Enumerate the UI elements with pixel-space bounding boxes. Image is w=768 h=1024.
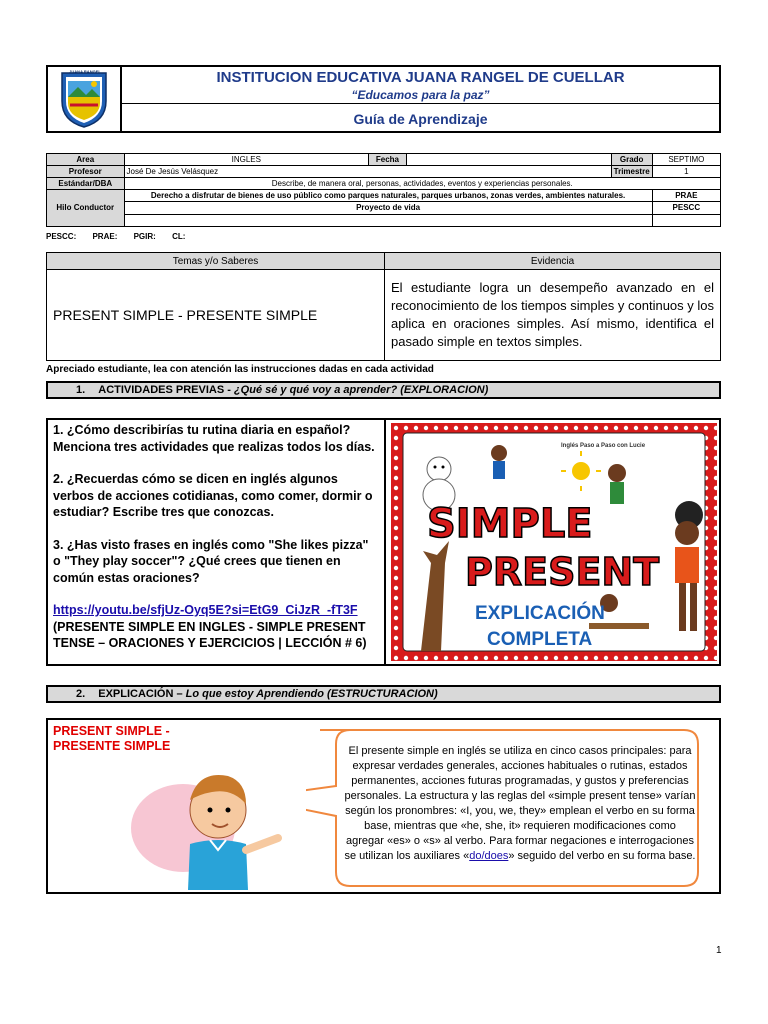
topic-value: PRESENT SIMPLE - PRESENTE SIMPLE	[47, 270, 385, 361]
hilo-row3	[124, 214, 652, 226]
kid-illustration	[608, 464, 626, 504]
explanation-text-before: El presente simple en inglés se utiliza en cinco casos principales: para expresar verdades generales, acciones habituales o rutinas, estados permanentes, acciones futuras programadas, y gustos y preferencias personales. La estructura y las reglas del «simple present tense» varían según los pronombres: «I, you, we, they» emplean el verbo en su forma base, mientras que «he, she, it» requieren modificaciones como agregar «es» o «s» al verbo. Para formar negaciones e interrogaciones se utilizan los auxiliares «	[344, 745, 696, 862]
hilo-row1-tag: PRAE	[652, 190, 720, 202]
page-number: 1	[716, 945, 722, 956]
table-row	[47, 202, 721, 214]
hilo-row3-tag	[652, 214, 720, 226]
explanation-title-line2: PRESENTE SIMPLE	[53, 739, 171, 753]
fecha-label: Fecha	[369, 154, 407, 166]
section-1-number: 1.	[76, 384, 86, 396]
trimestre-value: 1	[652, 166, 720, 178]
hilo-row2-tag: PESCC	[652, 202, 720, 214]
poster-brand: Inglés Paso a Paso con Lucie	[561, 443, 646, 449]
table-row	[47, 154, 721, 166]
estandar-value: Describe, de manera oral, personas, actividades, eventos y experiencias personales.	[124, 178, 720, 190]
code-prae: PRAE:	[92, 232, 118, 241]
school-header	[46, 65, 721, 133]
code-pescc: PESCC:	[46, 232, 77, 241]
section-1-bar	[46, 381, 721, 399]
trimestre-label: Trimestre	[611, 166, 652, 178]
question-3: 3. ¿Has visto frases en inglés como "She likes pizza" o "They play soccer"? ¿Qué crees que tienen en común estas oraciones?	[53, 537, 369, 585]
profesor-label: Profesor	[47, 166, 125, 178]
profesor-value: José De Jesús Velásquez	[124, 166, 611, 178]
table-row	[47, 178, 721, 190]
simple-present-poster	[391, 423, 717, 661]
header-divider	[120, 103, 719, 104]
video-caption: (PRESENTE SIMPLE EN INGLES - SIMPLE PRESENT TENSE – ORACIONES Y EJERCICIOS | LECCIÓN # 6)	[53, 619, 367, 650]
table-row	[47, 166, 721, 178]
table-row	[47, 214, 721, 226]
explanation-box	[46, 718, 721, 894]
poster-title-line2: PRESENT	[465, 550, 660, 594]
code-cl: CL:	[172, 232, 186, 241]
table-row	[47, 270, 721, 361]
explanation-text-after: » seguido del verbo en su forma base.	[508, 850, 696, 862]
poster-subtitle-line2: COMPLETA	[487, 629, 593, 650]
kid-illustration	[491, 445, 507, 479]
poster-subtitle-line1: EXPLICACIÓN	[475, 603, 605, 624]
estandar-label: Estándar/DBA	[47, 178, 125, 190]
explanation-title-line1: PRESENT SIMPLE -	[53, 724, 170, 738]
topics-table	[46, 252, 721, 361]
section-1-title: ACTIVIDADES PREVIAS -	[98, 384, 231, 396]
section-2-bar	[46, 685, 721, 703]
poster-title-line1: SIMPLE	[427, 501, 593, 547]
grado-label: Grado	[611, 154, 652, 166]
do-does-link[interactable]: do/does	[469, 850, 509, 862]
grado-value: SEPTIMO	[652, 154, 720, 166]
section-2-number: 2.	[76, 688, 86, 700]
area-value: INGLES	[124, 154, 369, 166]
question-2: 2. ¿Recuerdas cómo se dicen en inglés algunos verbos de acciones cotidianas, como comer, dormir o estudiar? Escribe tres que conozcas.	[53, 472, 373, 519]
institution-motto: “Educamos para la paz”	[351, 88, 490, 102]
institution-name: INSTITUCION EDUCATIVA JUANA RANGEL DE CUELLAR	[216, 69, 625, 86]
section-1-subtitle: ¿Qué sé y qué voy a aprender? (EXPLORACION)	[233, 384, 489, 396]
table-row	[47, 253, 721, 270]
logo-text: JUANA RANGEL	[69, 69, 101, 74]
school-logo-cell	[48, 67, 122, 131]
question-1: 1. ¿Cómo describirías tu rutina diaria en español? Menciona tres actividades que realizas todos los días.	[53, 423, 375, 454]
hilo-row2: Proyecto de vida	[124, 202, 652, 214]
video-link[interactable]: https://youtu.be/sfjUz-Oyq5E?si=EtG9_CiJzR_-fT3F	[53, 603, 358, 617]
section-2-subtitle: Lo que estoy Aprendiendo (ESTRUCTURACION)	[185, 688, 438, 700]
boy-illustration	[128, 740, 308, 890]
activities-questions	[48, 420, 386, 664]
code-pgir: PGIR:	[133, 232, 156, 241]
explanation-text	[344, 744, 696, 864]
topics-header: Temas y/o Saberes	[47, 253, 385, 270]
table-row	[47, 190, 721, 202]
project-codes	[46, 232, 199, 241]
hilo-row1: Derecho a disfrutar de bienes de uso público como parques naturales, parques urbanos, zonas verdes, ambientes naturales.	[124, 190, 652, 202]
activities-box	[46, 418, 721, 666]
hilo-label: Hilo Conductor	[47, 190, 125, 227]
area-label: Area	[47, 154, 125, 166]
guide-title: Guía de Aprendizaje	[353, 111, 488, 127]
instructions-intro: Apreciado estudiante, lea con atención las instrucciones dadas en cada actividad	[46, 364, 434, 375]
section-2-title: EXPLICACIÓN –	[98, 688, 183, 700]
course-info-table	[46, 153, 721, 227]
fecha-value	[406, 154, 611, 166]
school-crest-logo	[48, 67, 120, 131]
evidence-value: El estudiante logra un desempeño avanzado en el reconocimiento de los tiempos simples y continuos y los aplica en oraciones simples. Así mismo, identifica el pasado simple en textos simples.	[385, 270, 721, 361]
evidence-header: Evidencia	[385, 253, 721, 270]
